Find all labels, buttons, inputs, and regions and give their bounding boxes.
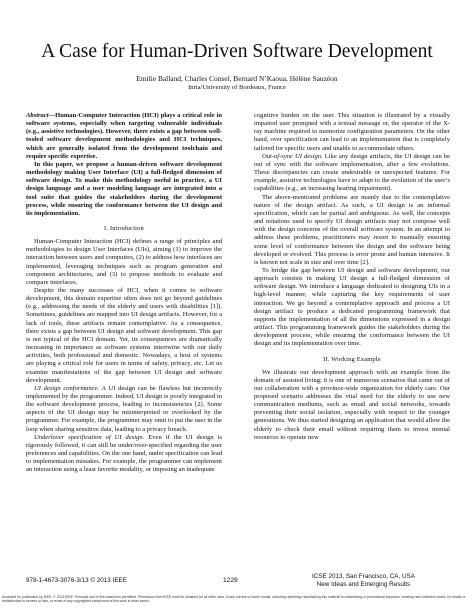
specification-lead: Underlover specification of UI design. (34, 433, 145, 441)
out-of-sync-lead: Out-of-sync UI design. (262, 152, 323, 160)
affiliation: Inria/University of Bordeaux, France (188, 84, 286, 91)
out-of-sync-paragraph (254, 153, 450, 194)
conference-line-2: New Ideas and Emerging Results (316, 580, 411, 588)
specification-text: Even if the UI design is rigorously followed, it can still be under/over-specified regarding the user preferences and capabilities. On the one hand, under specification can lead to implementation mistakes. For example, the programmer can implement an interaction using a least favorite modality, or imposing an inadequate (26, 433, 222, 474)
right-paragraph-2: The above-mentioned problems are mainly due to the contemplative nature of the design artifact. As such, a UI design is an informal specification, which can be partial and ambiguous. As well, the concepts and notations used to specify UI design artifacts may not compose well with the design concerns of the overall software system. In an attempt to address these problems, practitioners may resort to manually ensuring some level of conformance between the design and the software being developed or evolved. This process is error prone and human intensive. It is known not scale in size and over time [2]. (254, 193, 450, 266)
abstract-paragraph-2: In this paper, we propose a human-driven software development methodology making User Interface (UI) a full-fledged dimension of software design. To make this methodology useful in practice, a UI design language and a user modeling language are integrated into a tool suite that guides the stakeholders during the development process, while ensuring the conformance between the UI design and its implementation. (26, 160, 222, 217)
intro-paragraph-2: Despite the many successes of HCI, when it comes to software development, this domain expertise often does not go beyond guidelines (e.g., addressing the needs of the elderly and users with disabilities [1]). Sometimes, guidelines are mapped into UI design artifacts. However, for a lack of tools, these artifacts remain contemplative. As a consequence, there exists a gap between UI design and software development. This gap is not typical of the HCI domain. Yet, its consequences are dramatically increasing in importance as software systems intertwine with our daily activities, both professional and domestic. Nowadays, a host of systems are playing a critical role for users in terms of safety, privacy, etc. Let us examine manifestations of the gap between UI design and software development. (26, 286, 222, 384)
section-heading-working-example: II. Working Example (323, 355, 381, 363)
right-paragraph-1: cognitive burden on the user. This situation is illustrated by a visually impaired user prompted with a textual message or, the operator of the X-ray machine required to memorize configuration parameters. On the other hand, over specification can lead to an implementation that is completely tailored for specific users and unable to accommodate others. (254, 112, 450, 152)
footer-isbn: 978-1-4673-3076-3/13 © 2013 IEEE (26, 577, 127, 584)
conformance-lead: UI design conformance. (34, 384, 100, 392)
conformance-text: A UI design can be flawless but incorrectly implemented by the programmer. Indeed, UI design is poorly integrated in the software development process, leading to inconsistencies [2]. Some aspects of the UI design may be misinterpreted or overlooked by the programmer. For example, the programmer may omit to put the user in the loop when sharing sensitive data, leading to a privacy breach. (26, 384, 222, 433)
left-column (26, 112, 222, 475)
specification-paragraph (26, 434, 222, 475)
author-list: Emilie Balland, Charles Consel, Bernard N’Kaoua, Hélène Sauzéon (136, 74, 338, 83)
right-column (254, 112, 450, 442)
section-heading-introduction: I. Introduction (104, 225, 144, 233)
page-number: 1229 (223, 577, 238, 584)
conformance-paragraph (26, 385, 222, 434)
right-paragraph-3: To bridge the gap between UI design and software development, our approach consists in making UI design a full-fledged dimension of software design. We introduce a language dedicated to designing UIs in a high-level manner, while capturing the key requirements of user interaction. We go beyond a contemplative approach and process a UI design artifact to produce a dedicated programming framework that supports the implementation of all the dimensions expressed in a design artifact. This programming framework guides the stakeholders during the development process, while ensuring the conformance between the UI design and its implementation over time. (254, 266, 450, 348)
right-paragraph-4: We illustrate our development approach with an example from the domain of assisted living; it is one of numerous scenarios that came out of our collaboration with a province-wide organization for elderly care. Our proposed scenario addresses the vital need for the elderly to use new communication mediums, such as email and social networks, towards preventing their social isolation, especially with respect to the younger generations. We thus started designing an application that would allow the elderly to check their email without requiring them to invest mental resources to operate new (254, 368, 450, 441)
abstract-text: —Human-Computer Interaction (HCI) plays a critical role in software systems, especially when targeting vulnerable individuals (e.g., assistive technologies). However, there exists a gap between well-tooled software development methodologies and HCI techniques, which are generally isolated from the development toolchain and require specific expertise. (26, 112, 222, 160)
copyright-notice: Accepted for publication by IEEE. © 2013 IEEE. Personal use of this material is permitted. Permission from IEEE must be obtained for all other uses, in any current or future media, including reprinting/ republishing this material for advertising or promotional purposes, creating new collective works, for resale or redistribution to servers or lists, or reuse of any copyrighted component of this work in other works. (2, 595, 466, 604)
intro-paragraph-1: Human-Computer Interaction (HCI) defines a range of principles and methodologies to design User Interfaces (UIs), aiming (1) to improve the interaction between users and computers, (2) to address how interfaces are implemented, leveraging techniques such as program generation and component architectures, and (3) to propose methods to evaluate and compare interfaces. (26, 238, 222, 286)
abstract (26, 112, 222, 161)
abstract-lead: Abstract (26, 112, 49, 119)
conference-line-1: ICSE 2013, San Francisco, CA, USA (312, 573, 415, 580)
footer-conference (312, 573, 415, 588)
out-of-sync-text: Like any design artifacts, the UI design can be out of sync with the software implementation, after a few evolutions. These discrepancies can create undesirable or unexpected features. For example, assistive technologies have to adapt to the evolution of the user’s capabilities (e.g., an increasing hearing impairment). (254, 152, 450, 193)
paper-title: A Case for Human-Driven Software Development (41, 41, 433, 62)
